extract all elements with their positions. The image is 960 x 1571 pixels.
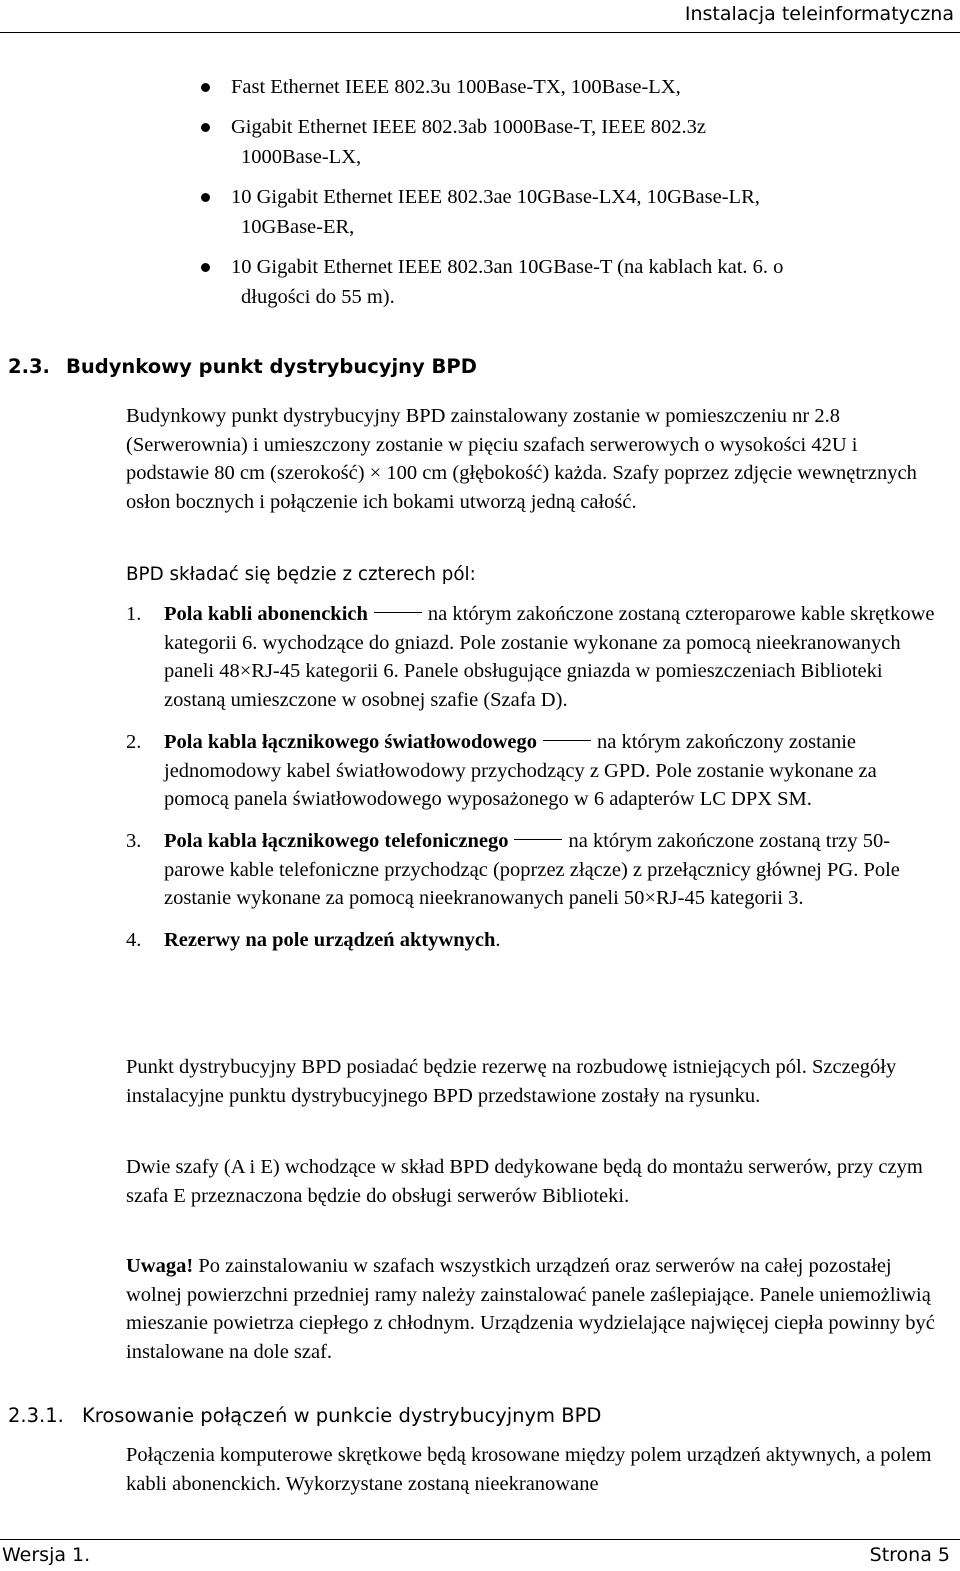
em-dash [374, 612, 422, 613]
list-item-text: 10 Gigabit Ethernet IEEE 802.3an 10GBase-T (na kablach kat. 6. o [231, 256, 784, 278]
subsection-paragraph: Połączenia komputerowe skrętkowe będą krosowane między polem urządzeń aktywnych, a polem kabli abonenckich. Wykorzystane zostaną nieekranowane [126, 1444, 932, 1495]
section-number: 2.3. [8, 355, 50, 378]
subsection-title: Krosowanie połączeń w punkcie dystrybucyjnym BPD [82, 1404, 602, 1427]
item-text: . [495, 929, 501, 952]
item-number: 1. [126, 603, 142, 625]
list-item [126, 600, 946, 715]
footer-page-number: Strona 5 [869, 1544, 950, 1566]
list-item [0, 72, 791, 102]
footer-version: Wersja 1. [2, 1544, 91, 1566]
list-item [0, 182, 791, 242]
subsection-number: 2.3.1. [8, 1404, 64, 1427]
intro-text-tail: Szafy poprzez zdjęcie wewnętrznych osłon bocznych i połączenie ich bokami utworzą jedną całość. [126, 462, 917, 514]
list-item [0, 112, 791, 172]
reserve-paragraph: Punkt dystrybucyjny BPD posiadać będzie rezerwę na rozbudowę istniejących pól. Szczegóły instalacyjne punktu dystrybucyjnego BPD przedstawione zostały na rysunku. [126, 1056, 897, 1107]
fields-intro [126, 560, 941, 590]
list-item-text: 10 Gigabit Ethernet IEEE 802.3ae 10GBase-LX4, 10GBase-LR, [231, 186, 760, 208]
list-item-text: Gigabit Ethernet IEEE 802.3ab 1000Base-T, IEEE 802.3z [231, 116, 706, 138]
fields-intro-text: BPD składać się będzie z czterech pól: [126, 564, 476, 585]
item-number: 4. [126, 929, 142, 952]
item-number: 3. [126, 829, 142, 852]
note-paragraph [126, 1252, 941, 1367]
item-text: na którym zakończone zostaną trzy 50-parowe kable telefoniczne przychodząc (poprzez złącze) z przełącznicy głównej PG. Pole zostanie wykonane za pomocą nieekranowanych paneli 50×RJ-45 kategorii 3. [164, 829, 900, 910]
subsection-heading [8, 1402, 601, 1430]
note-text: Po zainstalowaniu w szafach wszystkich urządzeń oraz serwerów na całej pozostałej wolnej powierzchni przedniej ramy należy zainstalować panele zaślepiające. Panele uniemożliwią mieszanie powietrza ciepłego z chłodnym. Urządzenia wydzielające najwięcej ciepła powinny być instalowane na dole szaf. [126, 1255, 935, 1364]
item-number: 2. [126, 730, 142, 753]
item-text: na którym zakończony zostanie jednomodowy kabel światłowodowy przychodzący z GPD. Pole zostanie wykonane za pomocą panela światłowodowego wyposażonego w 6 adapterów LC DPX SM. [164, 730, 877, 811]
item-text: na którym zakończone zostaną czteroparowe kable skrętkowe kategorii 6. wychodzące do gniazd. Pole zostanie wykonane za pomocą nieekranowanych paneli 48×RJ-45 kategorii 6. Panele obsługujące gniazda w pomieszczeniach Biblioteki zostaną umieszczone w osobnej szafie (Szafa D). [164, 603, 935, 712]
header-rule [0, 32, 960, 33]
bullet-icon [201, 193, 210, 202]
list-item-text-continued: długości do 55 m). [241, 286, 395, 308]
intro-text: Budynkowy punkt dystrybucyjny BPD zainstalowany zostanie w pomieszczeniu nr 2.8 (Serwerownia) i umieszczony zostanie w pięciu szafach serwerowych o wysokości 42U i podstawie 80 cm (szerokość) × 100 cm (głębokość) każda. [126, 405, 858, 485]
list-item [126, 827, 946, 913]
list-item-text: Fast Ethernet IEEE 802.3u 100Base-TX, 100Base-LX, [231, 76, 681, 98]
list-item [126, 728, 946, 814]
list-item-text-continued: 10GBase-ER, [241, 216, 355, 238]
item-title: Rezerwy na pole urządzeń aktywnych [164, 929, 496, 952]
standards-list [0, 72, 960, 322]
intro-paragraph [126, 402, 941, 517]
bullet-icon [201, 123, 210, 132]
list-item-text-continued: 1000Base-LX, [241, 146, 362, 168]
item-title: Pola kabli abonenckich [164, 603, 368, 625]
note-label: Uwaga! [126, 1255, 194, 1277]
running-header: Instalacja teleinformatyczna [684, 3, 954, 25]
fields-list [126, 600, 946, 955]
section-title: Budynkowy punkt dystrybucyjny BPD [66, 355, 477, 378]
em-dash [514, 839, 562, 840]
em-dash [543, 740, 591, 741]
footer-rule [0, 1539, 960, 1540]
list-item [0, 252, 791, 312]
section-heading [8, 353, 477, 381]
cabinets-paragraph: Dwie szafy (A i E) wchodzące w skład BPD dedykowane będą do montażu serwerów, przy czym szafa E przeznaczona będzie do obsługi serwerów Biblioteki. [126, 1156, 923, 1207]
item-title: Pola kabla łącznikowego światłowodowego [164, 730, 537, 753]
bullet-icon [201, 83, 210, 92]
list-item [126, 926, 946, 955]
bullet-icon [201, 263, 210, 272]
item-title: Pola kabla łącznikowego telefonicznego [164, 829, 509, 852]
